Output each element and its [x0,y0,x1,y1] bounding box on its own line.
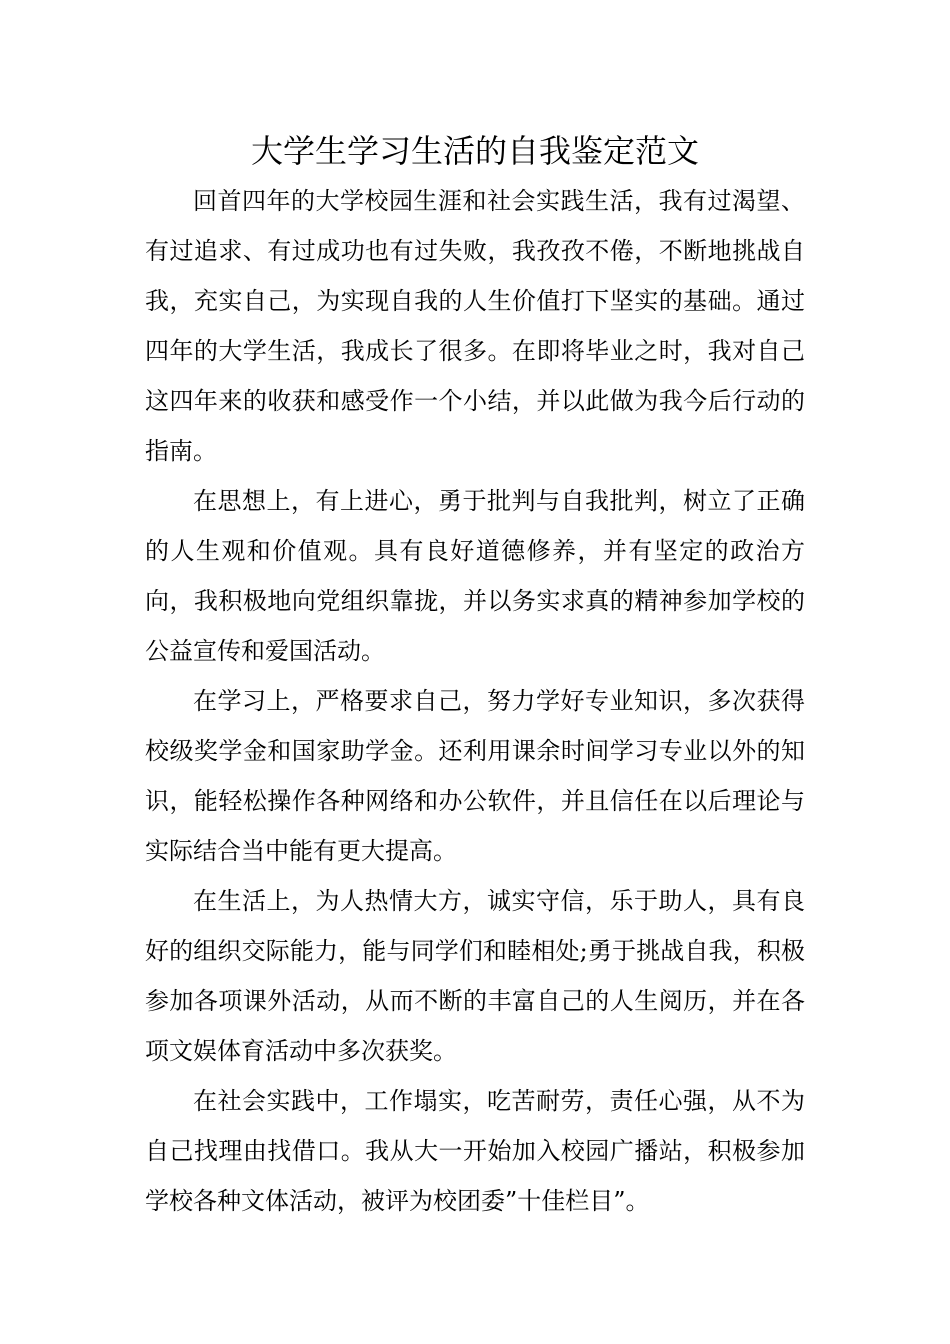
document-title: 大学生学习生活的自我鉴定范文 [250,132,699,170]
paragraph-study: 在学习上，严格要求自己，努力学好专业知识，多次获得校级奖学金和国家助学金。还利用课余时间学习专业以外的知识，能轻松操作各种网络和办公软件，并且信任在以后理论与实际结合当中能有更大提高。 [145,687,805,865]
paragraph-life: 在生活上，为人热情大方，诚实守信，乐于助人，具有良好的组织交际能力，能与同学们和睦相处;勇于挑战自我，积极参加各项课外活动，从而不断的丰富自己的人生阅历，并在各项文娱体育活动中多次获奖。 [145,887,805,1065]
paragraph-ideology: 在思想上，有上进心，勇于批判与自我批判，树立了正确的人生观和价值观。具有良好道德修养，并有坚定的政治方向，我积极地向党组织靠拢，并以务实求真的精神参加学校的公益宣传和爱国活动。 [145,487,805,665]
paragraph-intro: 回首四年的大学校园生涯和社会实践生活，我有过渴望、有过追求、有过成功也有过失败，我孜孜不倦，不断地挑战自我，充实自己，为实现自我的人生价值打下坚实的基础。通过四年的大学生活，我成长了很多。在即将毕业之时，我对自己这四年来的收获和感受作一个小结，并以此做为我今后行动的指南。 [145,187,805,465]
document-body [145,176,805,1226]
paragraph-practice: 在社会实践中，工作塌实，吃苦耐劳，责任心强，从不为自己找理由找借口。我从大一开始加入校园广播站，积极参加学校各种文体活动，被评为校团委”十佳栏目”。 [145,1087,805,1215]
